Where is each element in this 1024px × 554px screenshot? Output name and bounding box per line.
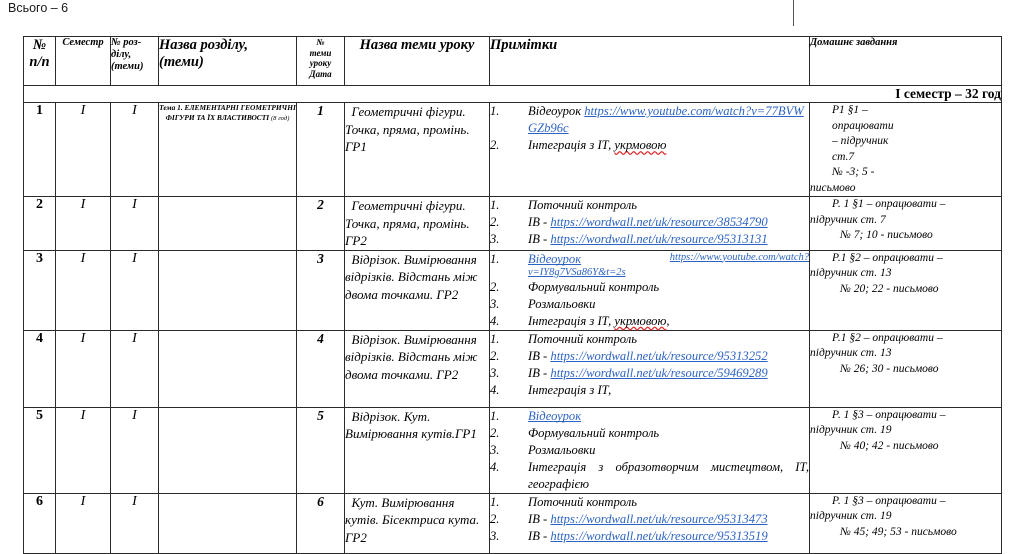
homework-line: підручник ст. 13 [810,267,892,279]
notes-list [490,408,809,493]
semester-banner-row [24,86,1002,103]
cell-section-number: I [111,250,159,330]
cell-notes [490,103,810,197]
note-index: 1. [490,494,500,509]
note-item [490,214,809,231]
note-index: 4. [490,313,500,328]
homework-line: № 45; 49; 53 - письмово [840,525,957,538]
table-row [24,493,1002,553]
cell-section-name [159,330,297,407]
note-label: ІВ - [528,215,551,229]
homework-line: підручник ст. 13 [810,347,892,359]
note-label: Поточний контроль [528,494,638,509]
note-text [528,279,809,296]
note-index: 2. [490,215,500,229]
note-index: 2. [490,279,500,294]
cell-homework [810,197,1002,251]
note-label: ІВ - [528,348,551,363]
notes-list [490,494,809,545]
note-text [490,251,809,279]
note-label-link[interactable]: Відеоурок [528,251,582,266]
table-row [24,407,1002,493]
lesson-name-text: Відрізок. Вимірювання відрізків. Відстань між двома точками. ГР2 [345,331,478,382]
cell-section-name [159,493,297,553]
note-index: 2. [490,348,500,363]
header-section-name [159,37,297,86]
note-index: 4. [490,459,500,474]
note-url-link[interactable]: https://wordwall.net/uk/resource/59469289 [550,365,768,380]
note-item [490,425,809,442]
lesson-name-text: Відрізок. Кут. Вимірювання кутів.ГР1 [345,408,477,441]
notes-list [490,103,809,154]
note-label: Формувальний контроль [528,425,660,440]
table-row [24,197,1002,251]
cell-section-name: Тема 1. ЕЛЕМЕНТАРНІ ГЕОМЕТРИЧНІ ФІГУРИ ТА ЇХ ВЛАСТИВОСТІ (8 год) [159,103,297,197]
homework-line: № 40; 42 - письмово [840,439,939,452]
homework-line: підручник ст. 7 [810,213,886,226]
cell-section-name [159,407,297,493]
note-item [490,331,809,348]
header-number-line2: п/п [29,54,50,70]
note-video-link[interactable]: Відеоурок [528,408,582,423]
cell-notes [490,330,810,407]
note-text [528,459,809,493]
table-header-row [24,37,1002,86]
note-index: 1. [490,251,500,266]
header-lesson-number-line1: № [316,37,325,47]
semester-banner: I семестр – 32 год [24,86,1002,103]
note-item [490,442,809,459]
cell-notes [490,407,810,493]
note-index: 1. [490,331,500,346]
note-index: 2. [490,138,500,152]
note-text [528,408,809,425]
note-item [490,382,809,399]
note-index: 2. [490,511,500,526]
cell-lesson-number: 4 [297,330,345,407]
cell-lesson-name [345,197,490,251]
note-item [490,459,809,493]
note-item [490,103,809,137]
note-item [490,528,809,545]
notes-list [490,331,809,399]
note-item [490,251,809,279]
note-text [528,103,809,137]
note-text [528,348,809,365]
note-text [528,425,809,442]
cell-semester: I [56,250,111,330]
note-text [528,511,809,528]
note-index: 3. [490,442,500,457]
header-section-name-line2: (теми) [159,54,204,70]
note-text [528,331,809,348]
note-item [490,365,809,382]
note-url-link[interactable]: https://wordwall.net/uk/resource/95313131 [550,232,768,246]
note-label: Інтеграція з ІТ, укрмовою [528,138,667,152]
cell-notes [490,250,810,330]
cell-lesson-number: 2 [297,197,345,251]
table-row [24,330,1002,407]
homework-line: № 20; 22 - письмово [840,282,939,295]
cell-row-number: 1 [24,103,56,197]
note-item [490,313,809,330]
cell-lesson-name [345,250,490,330]
note-label: Відеоурок [528,104,585,118]
cell-notes [490,197,810,251]
note-url-link[interactable]: https://wordwall.net/uk/resource/95313252 [550,348,768,363]
note-url-link[interactable]: https://www.youtube.com/watch?v=77BVWGZb96c [528,104,804,135]
note-label: Інтеграція з ІТ, [528,382,612,397]
note-label: Інтеграція з образотворчим мистецтвом, ІТ, географією [528,459,809,491]
homework-line: Р. 1 §3 – опрацювати – [832,408,946,421]
header-section-name-line1: Назва розділу, [159,37,249,53]
cell-lesson-name [345,407,490,493]
note-index: 3. [490,232,500,246]
note-url-link[interactable]: https://wordwall.net/uk/resource/95313473 [550,511,768,526]
note-url-link[interactable]: https://www.youtube.com/watch? [669,251,809,263]
homework-line: № 7; 10 - письмово [840,229,933,241]
cell-semester: I [56,197,111,251]
cell-row-number: 3 [24,250,56,330]
note-index: 1. [490,104,500,118]
cell-semester: I [56,103,111,197]
homework-line: ст.7 [832,150,855,163]
cell-section-number: I [111,407,159,493]
note-text [528,442,809,459]
note-label: Інтеграція з ІТ, укрмовою, [528,313,670,328]
cell-lesson-name [345,493,490,553]
cell-homework [810,330,1002,407]
cell-section-name [159,250,297,330]
homework-line: Р. 1 §3 – опрацювати – [832,494,946,507]
notes-list [490,251,809,330]
cell-semester: I [56,330,111,407]
note-text [528,313,809,330]
cell-row-number: 5 [24,407,56,493]
lesson-plan-table [23,36,1002,554]
homework-line: Р.1 §2 – опрацювати – [832,251,943,264]
header-lesson-number-line3: уроку [309,58,332,68]
note-label: Формувальний контроль [528,279,660,294]
note-text [528,137,809,154]
table-body [24,86,1002,554]
note-index: 3. [490,528,500,543]
homework-line: підручник ст. 19 [810,510,892,522]
total-count-note: Всього – 6 [8,1,69,15]
note-item [490,494,809,511]
cell-lesson-number: 6 [297,493,345,553]
note-index: 1. [490,408,500,423]
note-index: 4. [490,382,500,397]
section-hours: (8 год) [270,114,290,122]
header-section-number-line2: ділу, [111,49,132,60]
note-label: Розмальовки [528,296,596,311]
note-index: 2. [490,425,500,440]
cell-lesson-name [345,103,490,197]
cell-homework [810,493,1002,553]
note-label: ІВ - [528,365,551,380]
homework-line: опрацювати [832,119,894,132]
note-index: 3. [490,365,500,380]
note-label: ІВ - [528,511,551,526]
cell-row-number: 6 [24,493,56,553]
note-item [490,137,809,154]
note-index: 3. [490,296,500,311]
note-text [528,231,809,248]
header-section-number-line1: № роз- [111,37,142,48]
cell-section-number: I [111,197,159,251]
header-section-number [111,37,159,86]
lesson-name-text: Відрізок. Вимірювання відрізків. Відстань між двома точками. ГР2 [345,251,478,302]
note-item [490,296,809,313]
note-label: ІВ - [528,528,551,543]
homework-line: № -3; 5 - [832,166,875,178]
note-text [528,296,809,313]
note-index: 1. [490,198,500,212]
homework-line: письмово [810,181,856,194]
homework-line: – підручник [832,135,889,147]
note-item [490,348,809,365]
note-item [490,279,809,296]
lesson-name-text: Геометричні фігури. Точка, пряма, промінь. ГР2 [345,198,470,248]
spellcheck-word: укрмовою [614,313,667,328]
spellcheck-word: укрмовою [614,138,667,152]
cell-homework [810,250,1002,330]
cell-section-name [159,197,297,251]
note-label: Розмальовки [528,442,596,457]
table-row [24,103,1002,197]
cell-row-number: 4 [24,330,56,407]
header-semester: Семестр [56,37,111,86]
header-section-number-line3: (теми) [111,61,144,72]
cell-homework [810,103,1002,197]
header-number [24,37,56,86]
header-lesson-number-line4: Дата [309,68,332,79]
note-label: Поточний контроль [528,198,638,212]
homework-line: Р1 §1 – [832,104,868,116]
cell-notes [490,493,810,553]
note-text [528,382,809,399]
homework-line: № 26; 30 - письмово [840,362,939,375]
notes-list [490,197,809,248]
note-text [528,528,809,545]
header-lesson-number-line2: теми [309,47,332,58]
note-item [490,231,809,248]
note-url-link-continued[interactable]: v=IY8g7VSa86Y&t=2s [528,266,626,278]
cell-homework [810,407,1002,493]
header-number-line1: № [32,37,47,53]
note-url-link[interactable]: https://wordwall.net/uk/resource/95313519 [550,528,768,543]
note-text [528,494,809,511]
cell-lesson-number: 3 [297,250,345,330]
cell-lesson-name [345,330,490,407]
homework-line: підручник ст. 19 [810,424,892,436]
note-item [490,511,809,528]
homework-line: Р.1 §2 – опрацювати – [832,331,943,344]
cell-row-number: 2 [24,197,56,251]
cell-section-number: I [111,103,159,197]
note-text [528,197,809,214]
table-row [24,250,1002,330]
note-label: ІВ - [528,232,551,246]
note-text [528,365,809,382]
lesson-name-text: Кут. Вимірювання кутів. Бісектриса кута. ГР2 [345,494,480,545]
note-url-link[interactable]: https://wordwall.net/uk/resource/38534790 [550,215,768,229]
header-lesson-number [297,37,345,86]
note-item [490,197,809,214]
cell-section-number: I [111,330,159,407]
header-homework: Домашнє завдання [810,37,1002,86]
page-margin-tick [793,0,794,26]
cell-semester: I [56,493,111,553]
header-notes: Примітки [490,37,810,86]
cell-semester: I [56,407,111,493]
header-lesson-name: Назва теми уроку [345,37,490,86]
homework-line: Р. 1 §1 – опрацювати – [832,198,946,210]
note-label: Поточний контроль [528,331,638,346]
cell-lesson-number: 5 [297,407,345,493]
cell-section-number: I [111,493,159,553]
cell-lesson-number: 1 [297,103,345,197]
note-item [490,408,809,425]
note-text [528,214,809,231]
lesson-name-text: Геометричні фігури. Точка, пряма, промінь. ГР1 [345,104,470,154]
